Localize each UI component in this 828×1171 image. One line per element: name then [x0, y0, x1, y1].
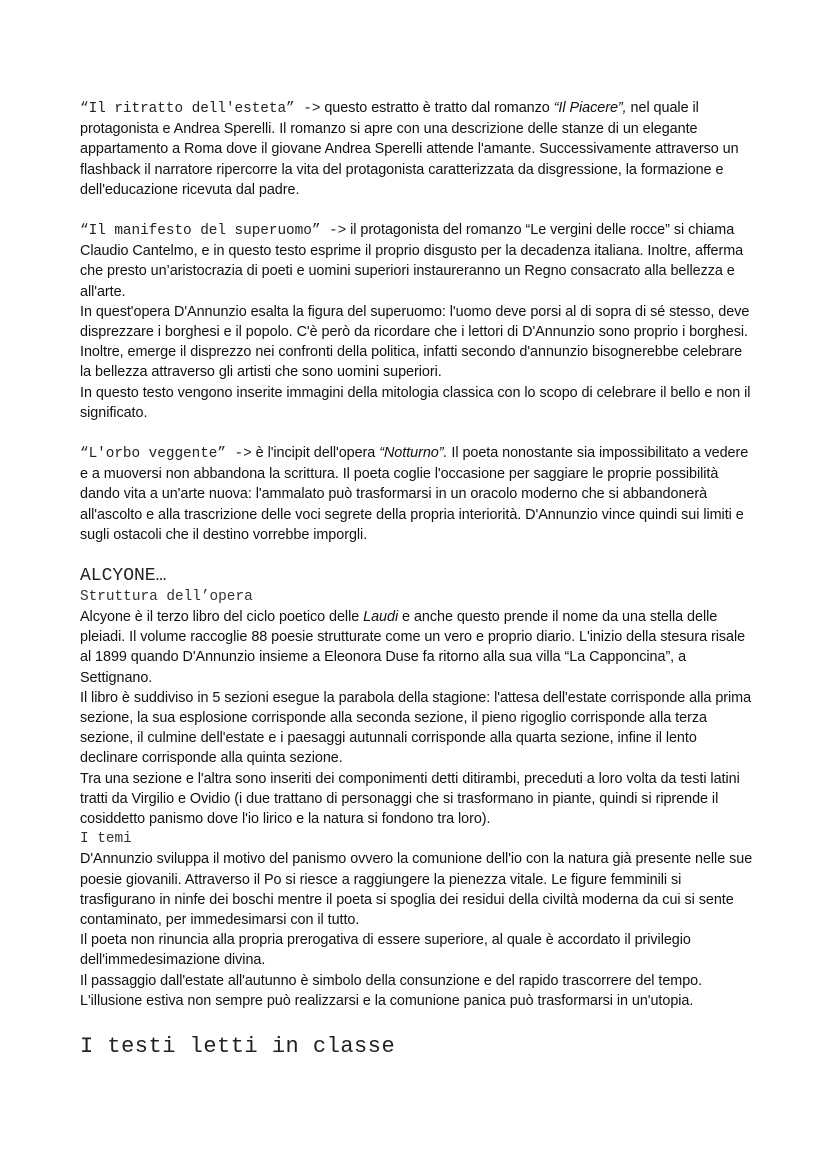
paragraph-temi-1: D'Annunzio sviluppa il motivo del panismo ovvero la comunione dell'io con la natura già presente nelle sue poesie giovanili. Attraverso il Po si riesce a raggiungere la pienezza vitale. Le figure femminili si trasfigurano in ninfe dei boschi mentre il poeta si spoglia dei residui della civiltà moderna da cui si sente contaminato, per immedesimarsi con il tutto. — [80, 851, 753, 928]
work-title: “Notturno”. — [379, 445, 448, 462]
text: Il poeta nonostante sia impossibilitato a vedere e a muoversi non abbandona la scrittura. Il poeta coglie l'occasione per saggiare le proprie possibilità dando vita a un'arte nuova: l'ammalato può trasformarsi in un oracolo moderno che si abbandonerà all'ascolto e alla trascrizione delle voci segrete della propria interiorità. D'Annunzio vince quindi sui limiti e sugli ostacoli che il destino vorrebbe imporgli. — [80, 445, 749, 543]
excerpt-title: “Il manifesto del superuomo” -> — [80, 223, 347, 240]
paragraph-struttura-2: Il libro è suddiviso in 5 sezioni esegue la parabola della stagione: l'attesa dell'estate corrisponde alla prima sezione, la sua esplosione corrisponde alla seconda sezione, il pieno rigoglio corrisponde alla terza sezione, il culmine dell'estate e i paesaggi autunnali corrisponde alla quarta sezione, infine il lento declinare corrisponde alla quinta sezione. — [80, 689, 752, 767]
testi-heading: I testi letti in classe — [80, 1033, 396, 1059]
paragraph-superuomo-2: In quest'opera D'Annunzio esalta la figura del superuomo: l'uomo deve porsi al di sopra di sé stesso, deve disprezzare i borghesi e il popolo. C'è però da ricordare che i lettori di D'Annunzio sono proprio i borghesi. Inoltre, emerge il disprezzo nei confronti della politica, infatti secondo d'annunzio bisognerebbe celebrare la bellezza attraverso gli artisti che sono uomini superiori. — [80, 303, 750, 381]
paragraph-struttura-3: Tra una sezione e l'altra sono inseriti dei componimenti detti ditirambi, preceduti a loro volta da testi latini tratti da Virgilio e Ovidio (i due trattano di personaggi che si trasformano in piante, quindi si riprende il cosiddetto panismo dove l'io lirico e la natura si fondono tra loro). — [80, 770, 740, 828]
text: il protagonista del romanzo “Le vergini delle rocce” si chiama Claudio Cantelmo, e in questo testo esprime il proprio disgusto per la decadenza italiana. Inoltre, afferma che presto un’aristocrazia di poeti e uomini superiori instaureranno un Regno consacrato alla bellezza e all'arte. — [80, 222, 744, 300]
paragraph-struttura-1 — [80, 607, 756, 688]
struttura-heading: Struttura dell’opera — [80, 589, 253, 606]
alcyone-heading: ALCYONE… — [80, 566, 167, 587]
paragraph-superuomo-3: In questo testo vengono inserite immagini della mitologia classica con lo scopo di celebrare il bello e non il significato. — [80, 384, 751, 421]
paragraph-ritratto-esteta — [80, 98, 756, 200]
paragraph-orbo-veggente — [80, 443, 756, 545]
paragraph-temi-2: Il poeta non rinuncia alla propria prerogativa di essere superiore, al quale è accordato il privilegio dell'immedesimazione divina. — [80, 932, 691, 969]
text: è l'incipit dell'opera — [251, 445, 380, 462]
temi-heading: I temi — [80, 831, 132, 848]
text: e anche questo prende il nome da una stella delle pleiadi. Il volume raccoglie 88 poesie strutturate come un vero e proprio diario. L'inizio della stesura risale al 1899 quando D'Annunzio insieme a Eleonora Duse fa ritorno alla sua villa “La Capponcina”, a Settignano. — [80, 609, 746, 686]
paragraph-manifesto-superuomo — [80, 220, 756, 302]
work-title: “Il Piacere”, — [553, 100, 627, 116]
excerpt-title: “L'orbo veggente” -> — [80, 446, 252, 463]
text: Alcyone è il terzo libro del ciclo poetico delle — [80, 609, 364, 626]
text: questo estratto è tratto dal romanzo — [320, 100, 554, 116]
text: nel quale il protagonista e Andrea Sperelli. Il romanzo si apre con una descrizione delle stanze di un elegante appartamento a Roma dove il giovane Andrea Sperelli attende l'amante. Successivamente attraverso un flashback il narratore ripercorre la vita del protagonista caratterizzata da disgressione, la formazione e dell'educazione ricevuta dal padre. — [80, 100, 739, 198]
document-body — [80, 98, 756, 1061]
paragraph-temi-3: Il passaggio dall'estate all'autunno è simbolo della consunzione e del rapido trascorrere del tempo. L'illusione estiva non sempre può realizzarsi e la comunione panica può trasformarsi in un'utopia. — [80, 972, 703, 1009]
work-title: Laudi — [363, 609, 399, 626]
excerpt-title: “Il ritratto dell'esteta” -> — [80, 101, 321, 117]
